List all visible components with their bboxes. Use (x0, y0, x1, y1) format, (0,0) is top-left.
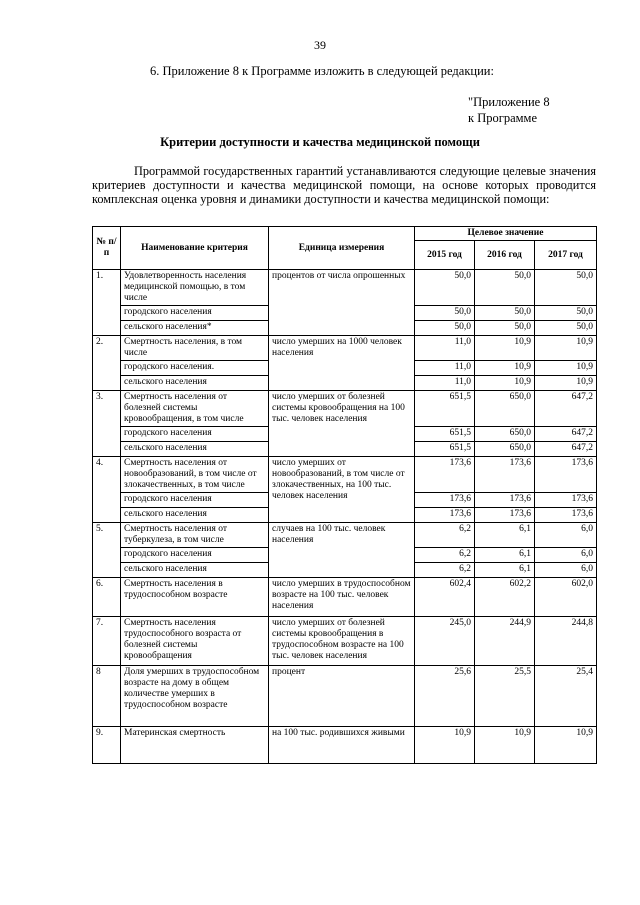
subcriterion-name: сельского населения (121, 563, 269, 578)
row-number: 1. (93, 270, 121, 336)
intro-paragraph (92, 164, 596, 206)
subcriterion-name: сельского населения (121, 442, 269, 457)
value-cell: 6,1 (475, 548, 535, 563)
value-cell: 6,2 (415, 563, 475, 578)
value-cell: 647,2 (535, 391, 597, 427)
value-cell: 650,0 (475, 427, 535, 442)
appendix-note (468, 94, 550, 126)
criterion-name: Смертность населения от болезней системы кровообращения, в том числе (121, 391, 269, 427)
criterion-name: Доля умерших в трудоспособном возрасте на дому в общем количестве умерших в трудоспособном возрасте (121, 666, 269, 727)
value-cell: 50,0 (535, 306, 597, 321)
value-cell: 651,5 (415, 427, 475, 442)
table-row (93, 523, 597, 548)
criterion-name: Материнская смертность (121, 727, 269, 764)
subcriterion-name: городского населения (121, 493, 269, 508)
value-cell: 173,6 (535, 493, 597, 508)
value-cell: 602,0 (535, 578, 597, 617)
value-cell: 11,0 (415, 336, 475, 361)
value-cell: 11,0 (415, 376, 475, 391)
unit-cell: процент (269, 666, 415, 727)
unit-cell: на 100 тыс. родившихся живыми (269, 727, 415, 764)
unit-cell: случаев на 100 тыс. человек населения (269, 523, 415, 578)
subcriterion-name: городского населения (121, 548, 269, 563)
criterion-name: Удовлетворенность населения медицинской помощью, в том числе (121, 270, 269, 306)
value-cell: 50,0 (475, 321, 535, 336)
value-cell: 50,0 (415, 270, 475, 306)
subcriterion-name: городского населения (121, 427, 269, 442)
criterion-name: Смертность населения, в том числе (121, 336, 269, 361)
header-2017: 2017 год (535, 241, 597, 270)
row-number: 9. (93, 727, 121, 764)
value-cell: 6,0 (535, 523, 597, 548)
value-cell: 50,0 (415, 306, 475, 321)
value-cell: 25,6 (415, 666, 475, 727)
value-cell: 10,9 (475, 727, 535, 764)
table-row (93, 270, 597, 306)
criterion-name: Смертность населения от туберкулеза, в том числе (121, 523, 269, 548)
value-cell: 173,6 (415, 493, 475, 508)
table-body (93, 270, 597, 764)
value-cell: 50,0 (535, 321, 597, 336)
value-cell: 10,9 (415, 727, 475, 764)
page-number: 39 (314, 38, 326, 52)
unit-cell: число умерших от болезней системы кровообращения в трудоспособном возрасте на 100 тыс. человек населения (269, 617, 415, 666)
value-cell: 10,9 (535, 727, 597, 764)
unit-cell: число умерших от болезней системы кровообращения на 100 тыс. человек населения (269, 391, 415, 457)
value-cell: 647,2 (535, 427, 597, 442)
value-cell: 651,5 (415, 391, 475, 427)
value-cell: 10,9 (475, 336, 535, 361)
row-number: 5. (93, 523, 121, 578)
table-row (93, 391, 597, 427)
appendix-line-2: к Программе (468, 111, 538, 125)
document-title: Критерии доступности и качества медицинской помощи (160, 135, 480, 149)
row-number: 3. (93, 391, 121, 457)
value-cell: 11,0 (415, 361, 475, 376)
value-cell: 25,5 (475, 666, 535, 727)
value-cell: 173,6 (475, 508, 535, 523)
header-target: Целевое значение (415, 227, 597, 241)
criteria-table (92, 226, 597, 764)
value-cell: 6,1 (475, 563, 535, 578)
value-cell: 602,4 (415, 578, 475, 617)
header-unit: Единица измерения (269, 227, 415, 270)
value-cell: 602,2 (475, 578, 535, 617)
subcriterion-name: сельского населения (121, 376, 269, 391)
criterion-name: Смертность населения в трудоспособном возрасте (121, 578, 269, 617)
value-cell: 173,6 (415, 457, 475, 493)
value-cell: 173,6 (475, 493, 535, 508)
table-row (93, 727, 597, 764)
value-cell: 6,0 (535, 563, 597, 578)
amendment-line: 6. Приложение 8 к Программе изложить в следующей редакции: (150, 64, 494, 78)
value-cell: 650,0 (475, 442, 535, 457)
unit-cell: число умерших в трудоспособном возрасте на 100 тыс. человек населения (269, 578, 415, 617)
header-name: Наименование критерия (121, 227, 269, 270)
intro-text: Программой государственных гарантий устанавливаются следующие целевые значения критериев доступности и качества медицинской помощи, на основе которых проводится комплексная оценка уровня и динамики доступности и качества медицинской помощи: (92, 164, 596, 206)
value-cell: 50,0 (475, 306, 535, 321)
value-cell: 173,6 (475, 457, 535, 493)
value-cell: 6,1 (475, 523, 535, 548)
value-cell: 245,0 (415, 617, 475, 666)
value-cell: 244,9 (475, 617, 535, 666)
value-cell: 173,6 (535, 508, 597, 523)
row-number: 8 (93, 666, 121, 727)
appendix-line-1: "Приложение 8 (468, 95, 550, 109)
subcriterion-name: городского населения. (121, 361, 269, 376)
value-cell: 6,2 (415, 523, 475, 548)
value-cell: 6,2 (415, 548, 475, 563)
table-row (93, 617, 597, 666)
value-cell: 10,9 (475, 376, 535, 391)
header-num: № п/п (93, 227, 121, 270)
subcriterion-name: городского населения (121, 306, 269, 321)
unit-cell: процентов от числа опрошенных (269, 270, 415, 336)
value-cell: 25,4 (535, 666, 597, 727)
value-cell: 10,9 (535, 336, 597, 361)
value-cell: 50,0 (475, 270, 535, 306)
table-row (93, 666, 597, 727)
value-cell: 647,2 (535, 442, 597, 457)
value-cell: 173,6 (535, 457, 597, 493)
header-2016: 2016 год (475, 241, 535, 270)
header-2015: 2015 год (415, 241, 475, 270)
table-row (93, 578, 597, 617)
table-row (93, 457, 597, 493)
unit-cell: число умерших на 1000 человек населения (269, 336, 415, 391)
value-cell: 50,0 (415, 321, 475, 336)
row-number: 2. (93, 336, 121, 391)
unit-cell: число умерших от новообразований, в том числе от злокачественных, на 100 тыс. человек населения (269, 457, 415, 523)
row-number: 6. (93, 578, 121, 617)
subcriterion-name: сельского населения (121, 508, 269, 523)
criterion-name: Смертность населения от новообразований, в том числе от злокачественных, в том числе (121, 457, 269, 493)
value-cell: 10,9 (475, 361, 535, 376)
subcriterion-name: сельского населения* (121, 321, 269, 336)
value-cell: 50,0 (535, 270, 597, 306)
row-number: 4. (93, 457, 121, 523)
value-cell: 650,0 (475, 391, 535, 427)
value-cell: 6,0 (535, 548, 597, 563)
value-cell: 173,6 (415, 508, 475, 523)
table-row (93, 336, 597, 361)
row-number: 7. (93, 617, 121, 666)
value-cell: 651,5 (415, 442, 475, 457)
value-cell: 10,9 (535, 361, 597, 376)
criterion-name: Смертность населения трудоспособного возраста от болезней системы кровообращения (121, 617, 269, 666)
value-cell: 10,9 (535, 376, 597, 391)
value-cell: 244,8 (535, 617, 597, 666)
